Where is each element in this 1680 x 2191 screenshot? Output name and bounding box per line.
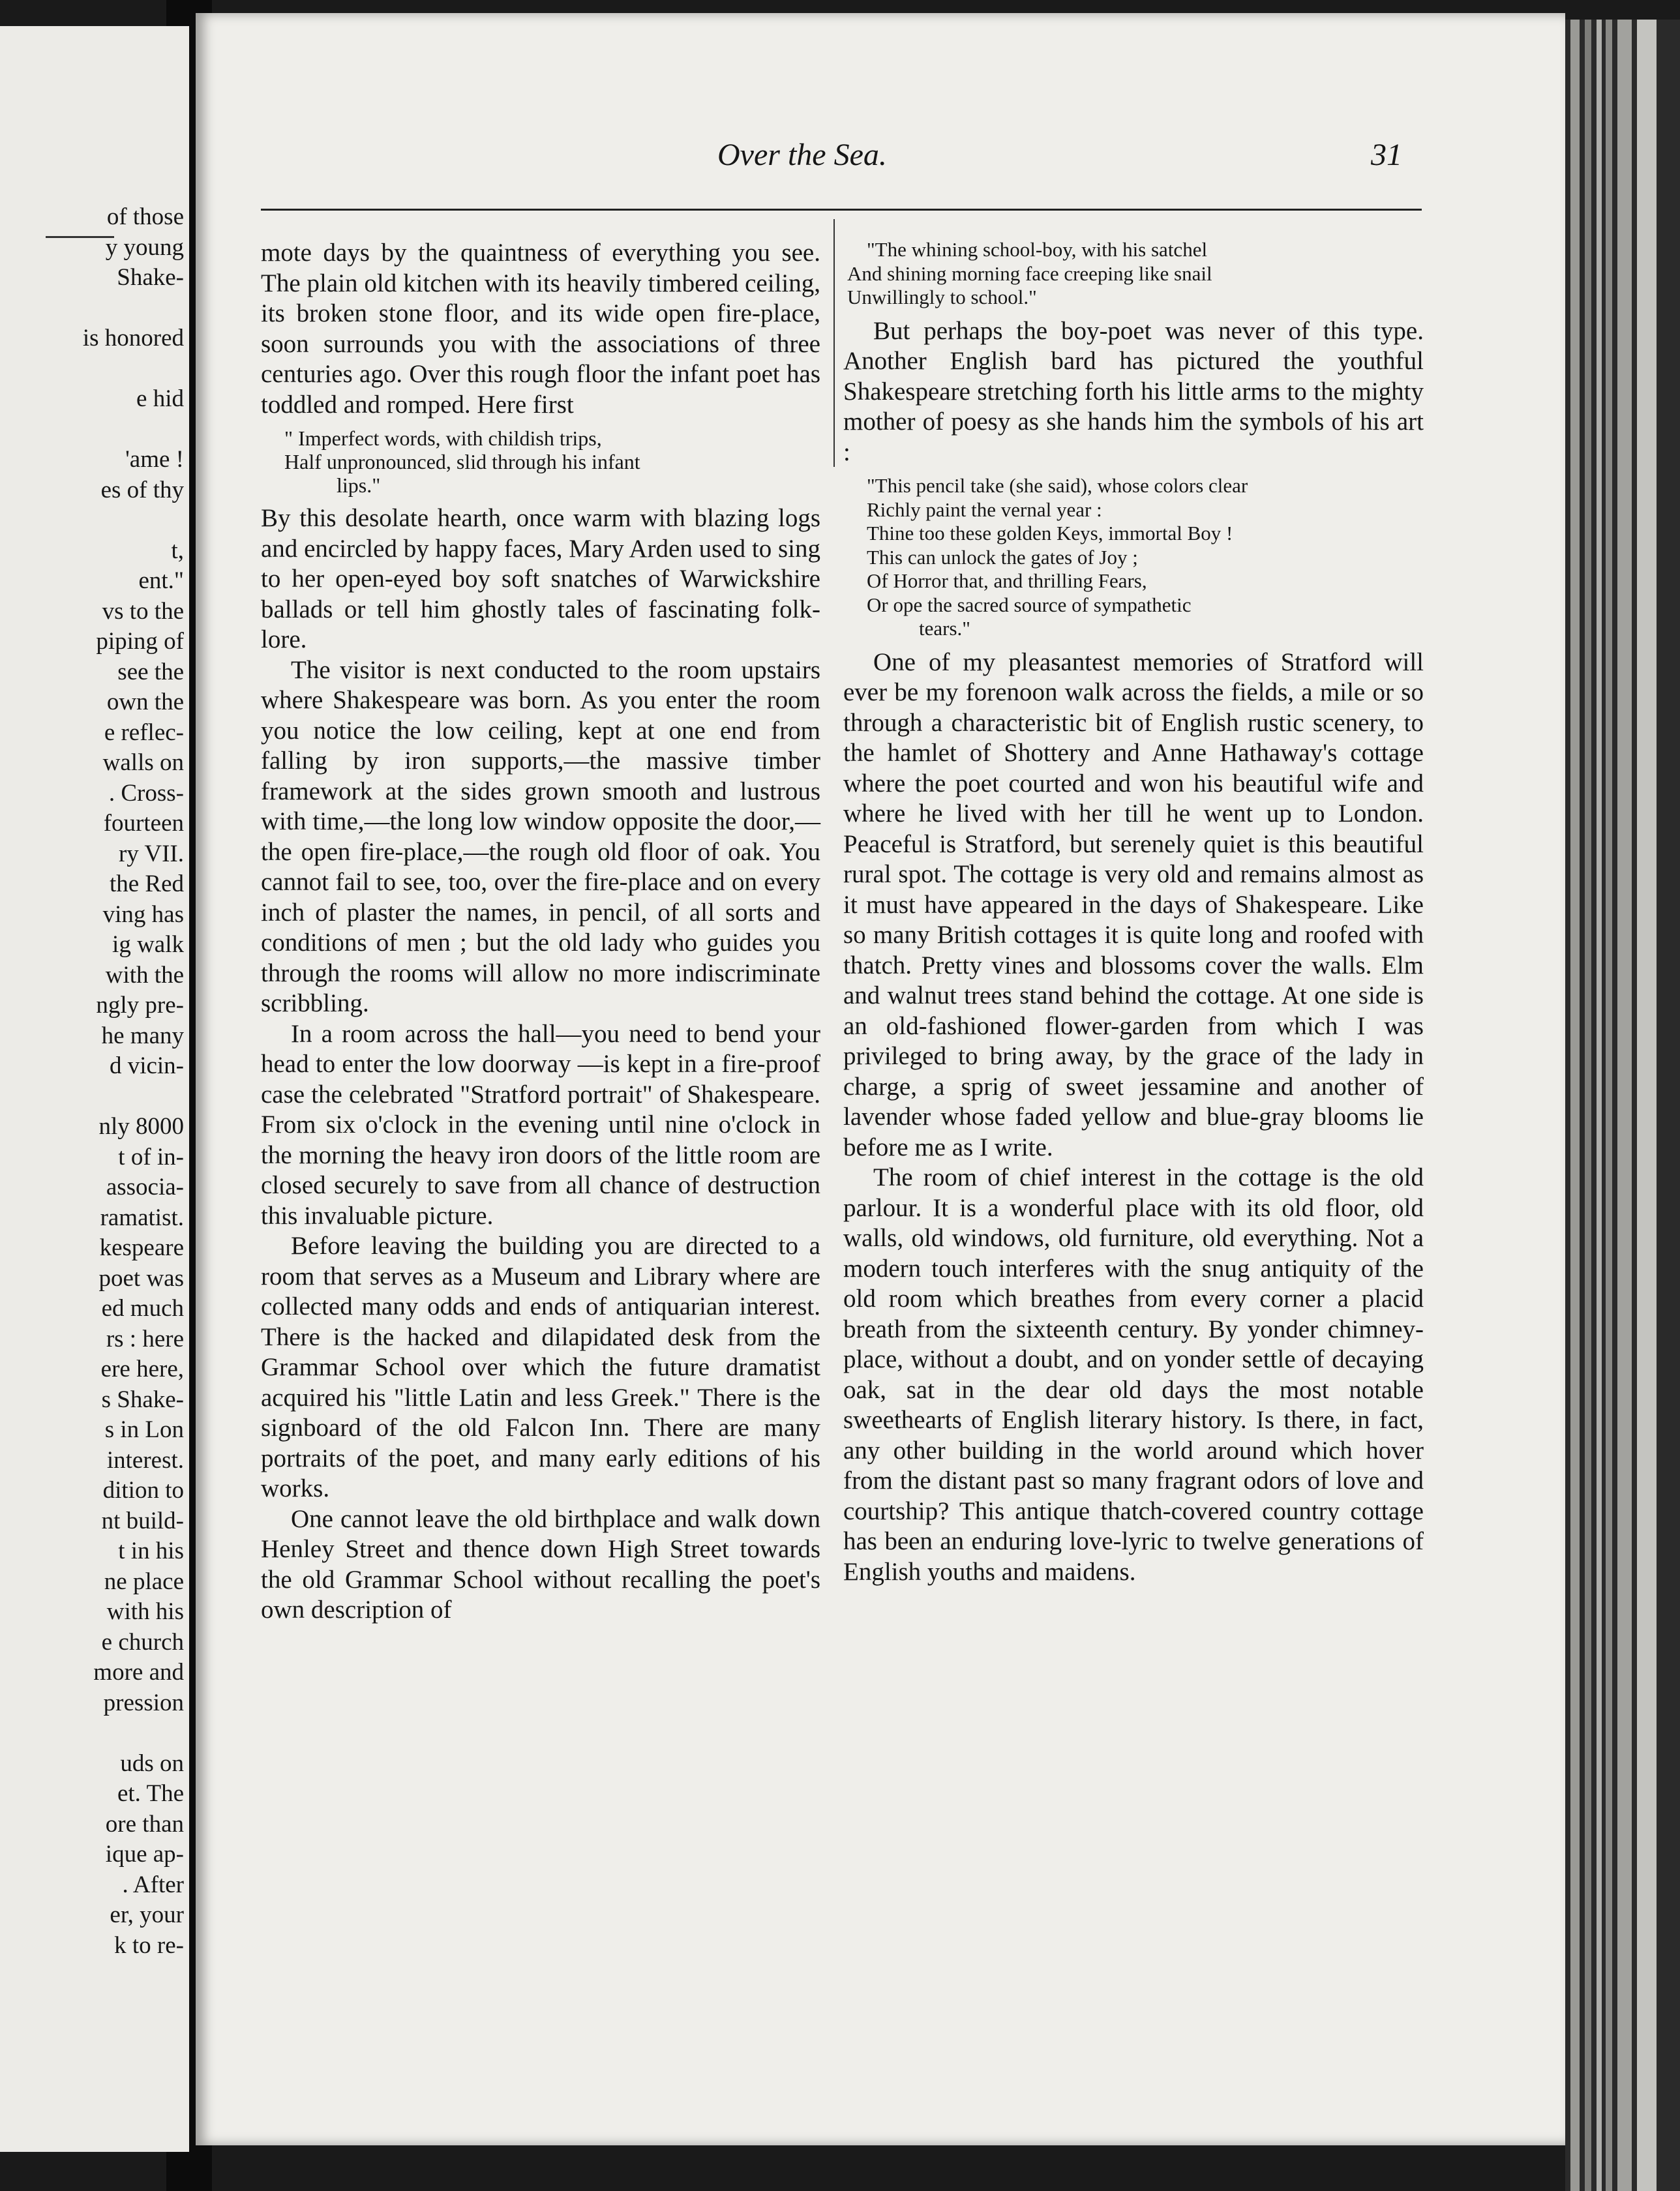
left-page-line: rs : here xyxy=(106,1325,184,1352)
left-page-line: t, xyxy=(171,537,184,564)
verse-line: "This pencil take (she said), whose colors clear xyxy=(867,474,1248,497)
left-page-line: ngly pre- xyxy=(96,992,184,1019)
left-page-line xyxy=(0,1082,184,1112)
left-page-line: ere here, xyxy=(100,1356,184,1382)
verse-quote xyxy=(867,474,1424,641)
verse-line: Richly paint the vernal year : xyxy=(867,498,1102,521)
verse-line: This can unlock the gates of Joy ; xyxy=(867,545,1138,569)
left-page-line xyxy=(0,415,184,445)
paragraph: The room of chief interest in the cottage is the old parlour. It is a wonderful place with its old floor, old walls, old windows, old furniture, old everything. Not a modern touch interferes with the snug antiquity of the old room which breathes from every corner a placid breath from the sixteenth century. By yonder chimney-place, without a doubt, and on yonder settle of decaying oak, sat in the dear old days the most notable sweethearts of English literary history. Is there, in fact, any other building in the world around which hover from the distant past so many fragrant odors of love and courtship? This antique thatch-covered country cottage has been an enduring love-lyric to twelve generations of English youths and maidens. xyxy=(843,1163,1424,1586)
left-page-line: ig walk xyxy=(112,931,184,958)
page-edges xyxy=(1565,20,1680,2191)
left-page-line: k to re- xyxy=(114,1931,184,1959)
verse-line: tears." xyxy=(919,617,970,640)
left-page-line: pression xyxy=(103,1689,184,1716)
verse-line: Thine too these golden Keys, immortal Boy ! xyxy=(867,522,1233,544)
verse-line: Unwillingly to school." xyxy=(847,286,1037,308)
left-page-line: vs to the xyxy=(102,597,184,625)
left-page-line: ne place xyxy=(104,1568,184,1595)
paragraph: By this desolate hearth, once warm with blazing logs and encircled by happy faces, Mary Arden used to sing to her open-eyed boy soft snatches of Warwickshire ballads or tell him ghostly tales of fascinating folk-lore. xyxy=(261,504,820,653)
left-page-line: er, your xyxy=(110,1901,184,1928)
left-page-line: . Cross- xyxy=(108,779,184,807)
left-page-line: et. The xyxy=(117,1780,184,1807)
verse-line: "The whining school-boy, with his satchel xyxy=(867,238,1208,261)
left-page-line: e reflec- xyxy=(104,719,184,746)
left-page-line: walls on xyxy=(102,749,184,776)
paragraph: One of my pleasantest memories of Stratford will ever be my forenoon walk across the fields, a mile or so through a characteristic bit of English rustic scenery, to the hamlet of Shottery and Anne Hathaway's cottage where the poet courted and won his beautiful wife and where he lived with her till he went up to London. Peaceful is Stratford, but serenely quiet is this beautiful rural spot. The cottage is very old and remains almost as it must have appeared in the days of Shakespeare. Like so many British cottages it is quite long and roofed with thatch. Pretty vines and blossoms cover the walls. Elm and walnut trees stand behind the cottage. At one side is an old-fashioned flower-garden from which I was privileged to bring away, by the grace of the lady in charge, a sprig of sweet jessamine and another of lavender whose faded yellow and blue-gray blooms lie before me as I write. xyxy=(843,648,1424,1161)
left-page-line: ique ap- xyxy=(105,1841,184,1868)
left-page-line: piping of xyxy=(96,628,184,655)
left-page-line: with the xyxy=(105,961,184,989)
paragraph: mote days by the quaintness of everything you see. The plain old kitchen with its heavily timbered ceiling, its broken stone floor, and its wide open fire-place, soon surrounds you with the associations of three centuries ago. Over this rough floor the infant poet has toddled and romped. Here first xyxy=(261,239,820,419)
running-title: Over the Sea. xyxy=(717,138,887,172)
left-page-line xyxy=(0,1718,184,1749)
left-page-text xyxy=(0,202,184,1961)
left-page-line xyxy=(0,293,184,324)
left-page-line: more and xyxy=(93,1659,184,1686)
verse-line: Or ope the sacred source of sympathetic xyxy=(867,593,1192,616)
left-page-line: associa- xyxy=(106,1174,184,1200)
left-page-line: own the xyxy=(106,689,184,715)
left-page-line: ent." xyxy=(138,567,184,594)
left-page-line: with his xyxy=(106,1598,184,1625)
left-page-line: ore than xyxy=(105,1810,184,1838)
left-page-line: . After xyxy=(122,1871,184,1898)
verse-line: Of Horror that, and thrilling Fears, xyxy=(867,569,1147,592)
left-page-line: dition to xyxy=(102,1477,184,1504)
left-page-line: is honored xyxy=(82,325,184,351)
left-page-line: s Shake- xyxy=(101,1386,184,1413)
left-page-line: kespeare xyxy=(99,1234,184,1261)
left-page-line: e church xyxy=(101,1628,184,1656)
verse-quote xyxy=(847,238,1424,310)
left-page-line: fourteen xyxy=(103,810,184,837)
left-page xyxy=(0,26,189,2152)
left-page-line: es of thy xyxy=(100,476,184,503)
verse-line: Half unpronounced, slid through his infant xyxy=(284,450,640,473)
header-rule xyxy=(261,209,1422,211)
left-page-line: y young xyxy=(105,233,184,261)
column-divider xyxy=(833,219,835,467)
verse-line: lips." xyxy=(337,473,381,497)
left-page-line: 'ame ! xyxy=(125,446,184,473)
left-page-line xyxy=(0,505,184,536)
verse-line: And shining morning face creeping like snail xyxy=(847,261,1212,285)
paragraph: Before leaving the building you are directed to a room that serves as a Museum and Library where are collected many odds and ends of antiquarian interest. There is the hacked and dilapidated desk from the Grammar School over which the future dramatist acquired his "little Latin and less Greek." There is the signboard of the old Falcon Inn. There are many portraits of the poet, and many early editions of his works. xyxy=(261,1232,820,1502)
paragraph: But perhaps the boy-poet was never of this type. Another English bard has pictured the youthful Shakespeare stretching forth his little arms to the mighty mother of poesy as she hands him the symbols of his art : xyxy=(843,316,1424,466)
right-column xyxy=(843,238,1424,1587)
left-page-line: ving has xyxy=(102,901,184,928)
paragraph: One cannot leave the old birthplace and walk down Henley Street and thence down High Street towards the old Grammar School without recalling the poet's own description of xyxy=(261,1504,820,1624)
left-page-line: t in his xyxy=(118,1538,184,1564)
left-page-line: of those xyxy=(106,203,184,230)
left-page-line: nt build- xyxy=(101,1507,184,1534)
page-header xyxy=(196,137,1422,176)
left-page-line: t of in- xyxy=(118,1143,184,1170)
left-page-line: d vicin- xyxy=(109,1052,184,1079)
left-page-line: uds on xyxy=(120,1750,184,1777)
left-page-line: ry VII. xyxy=(118,840,184,867)
left-page-line: he many xyxy=(101,1022,184,1049)
left-page-line: the Red xyxy=(109,871,184,897)
left-page-line: e hid xyxy=(136,385,184,412)
left-page-line: nly 8000 xyxy=(98,1113,184,1140)
left-page-line: poet was xyxy=(98,1264,184,1292)
left-page-line: see the xyxy=(117,658,184,685)
left-page-line xyxy=(0,354,184,385)
left-page-line: ramatist. xyxy=(100,1204,184,1231)
paragraph: In a room across the hall—you need to bend your head to enter the low doorway —is kept in a fire-proof case the celebrated "Stratford portrait" of Shakespeare. From six o'clock in the evening until nine o'clock in the morning the heavy iron doors of the little room are closed securely to save from all chance of destruction this invaluable picture. xyxy=(261,1019,820,1230)
left-page-line: s in Lon xyxy=(104,1416,184,1443)
main-page xyxy=(196,13,1565,2145)
left-page-line: ed much xyxy=(101,1295,184,1322)
left-page-line: interest. xyxy=(106,1446,184,1474)
page-number: 31 xyxy=(1371,138,1402,172)
verse-quote xyxy=(284,426,820,497)
paragraph: The visitor is next conducted to the room upstairs where Shakespeare was born. As you enter the room you notice the low ceiling, kept at one end from falling by iron supports,—the massive timber framework at the sides grown smooth and lustrous with time,—the long low window opposite the door,—the open fire-place,—the rough old floor of oak. You cannot fail to see, too, over the fire-place and on every inch of plaster the names, in pencil, of all sorts and conditions of men ; but the old lady who guides you through the rooms will allow no more indiscriminate scribbling. xyxy=(261,655,820,1017)
verse-line: " Imperfect words, with childish trips, xyxy=(284,426,602,450)
left-page-line: Shake- xyxy=(117,264,184,291)
left-column xyxy=(261,238,820,1626)
